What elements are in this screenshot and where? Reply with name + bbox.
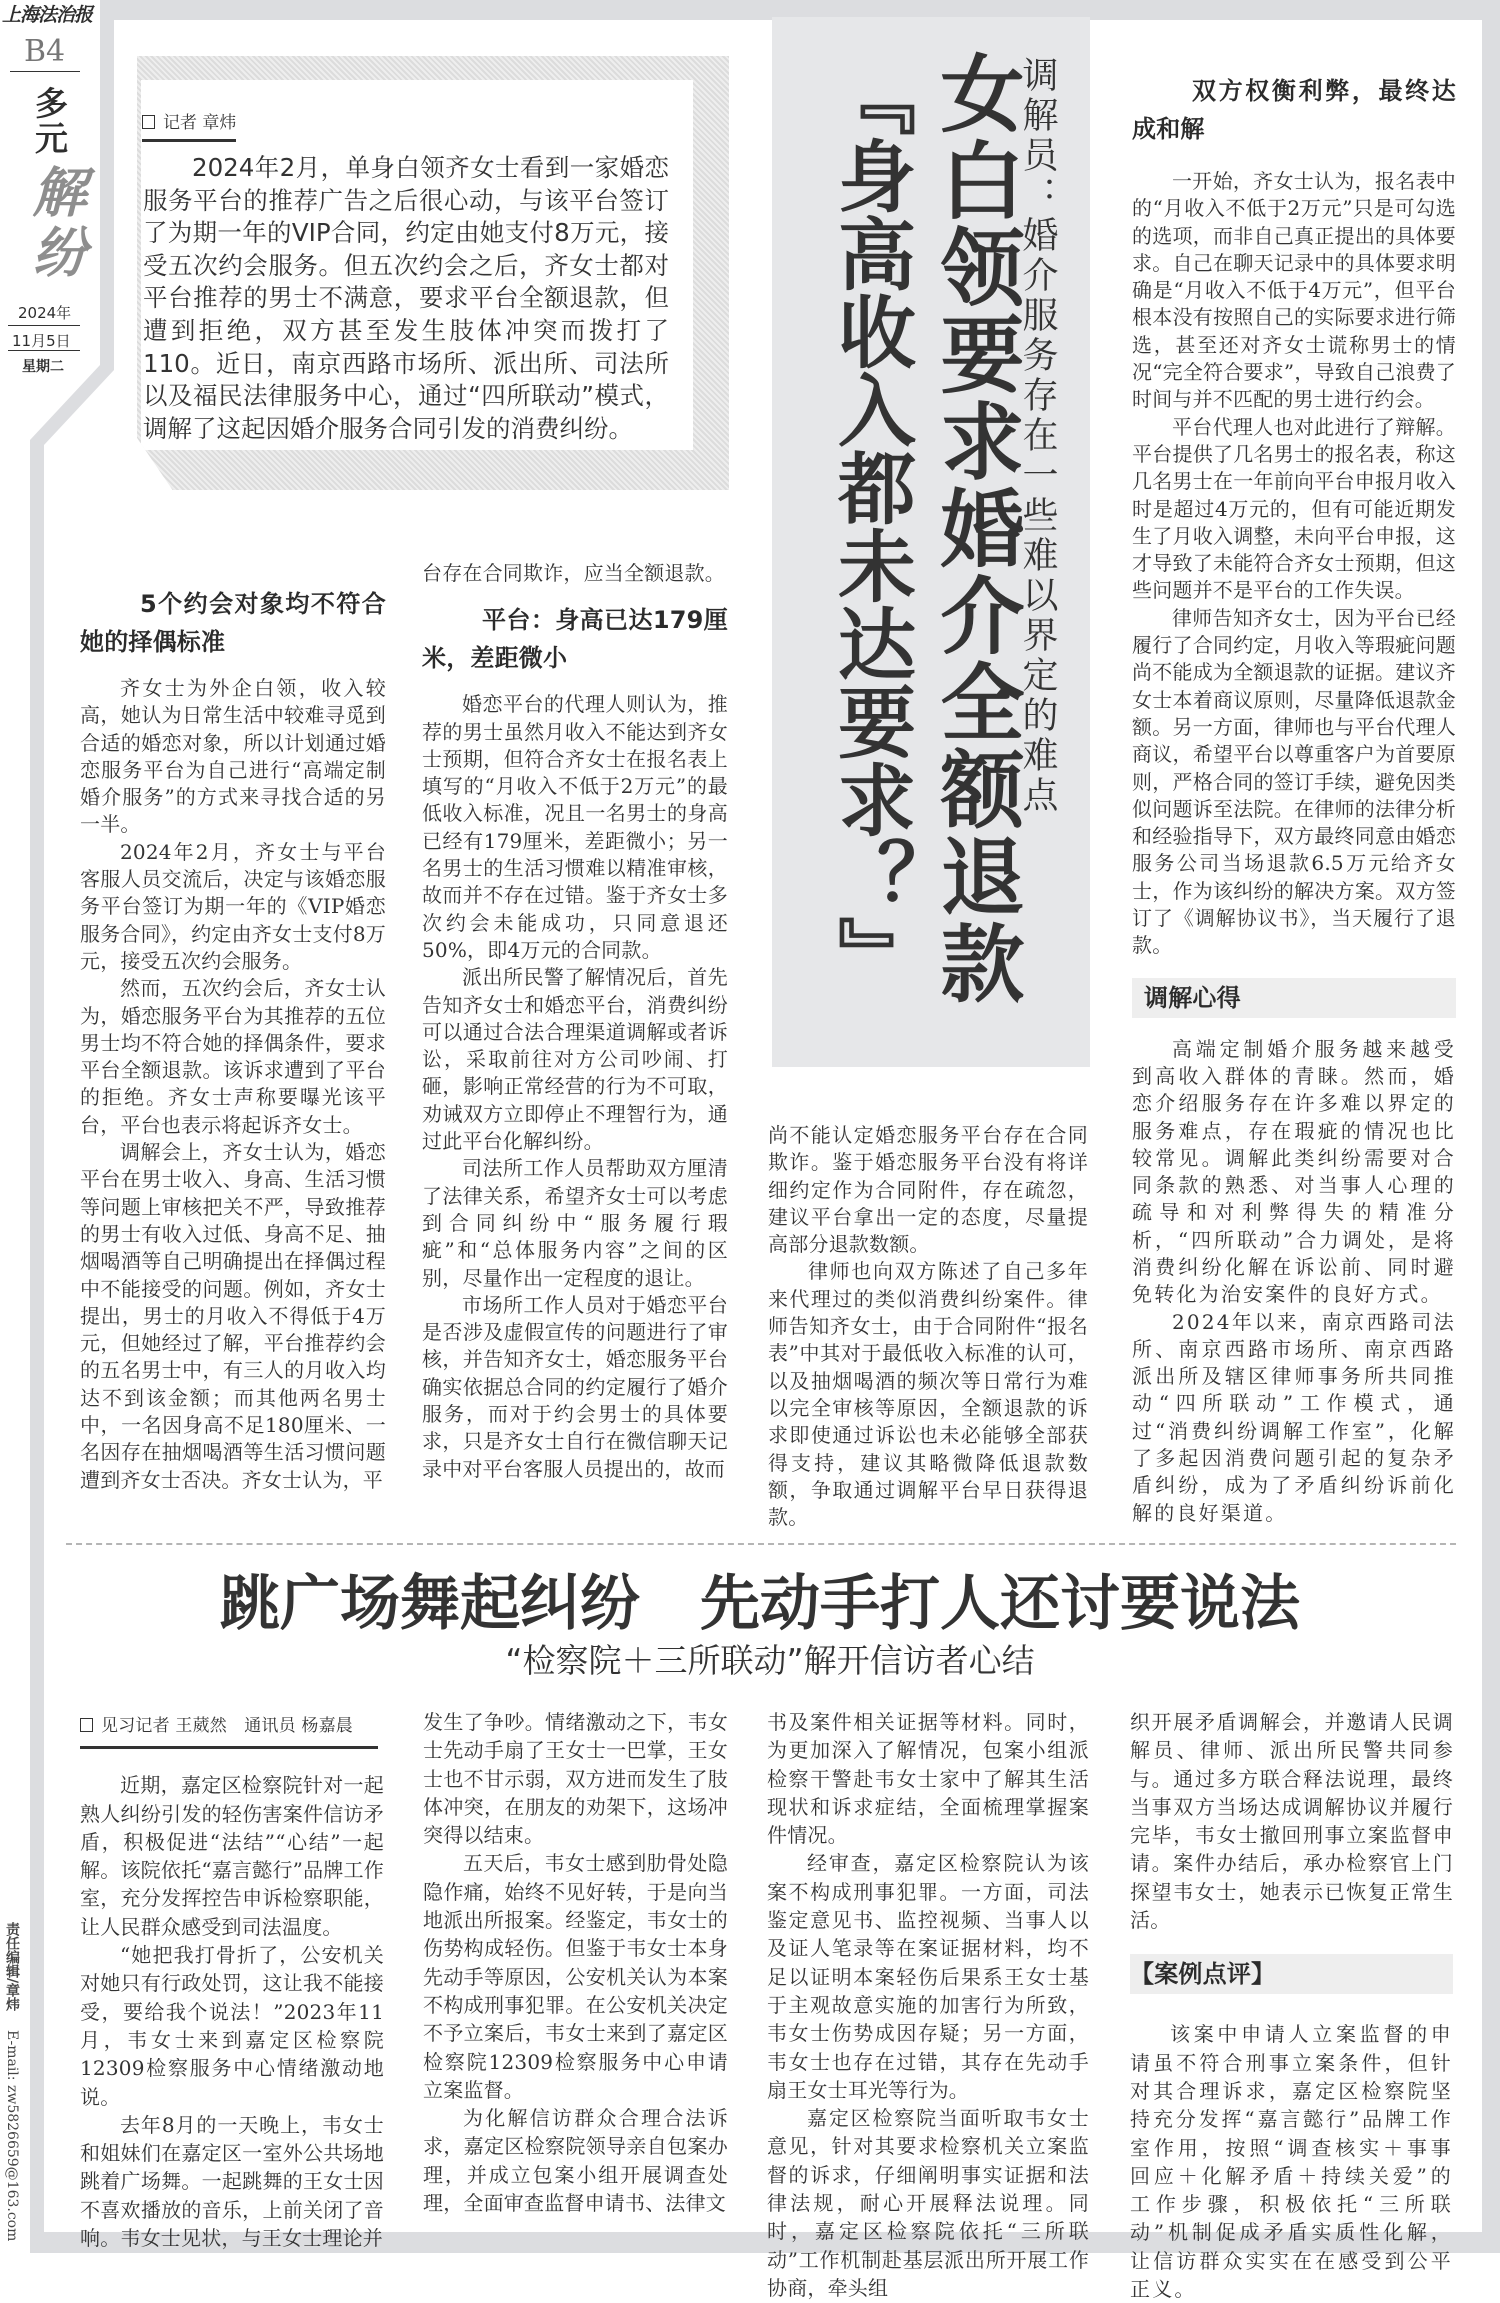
paragraph: 然而，五次约会后，齐女士认为，婚恋服务平台为其推荐的五位男士均不符合她的择偶条件，要求平台全额退款。该诉求遭到了平台的拒绝。齐女士声称要曝光该平台，平台也表示将起诉齐女士。: [80, 976, 386, 1137]
article2-column-1: [80, 1710, 384, 2252]
article2-subheadline: “检察院＋三所联动”解开信访者心结: [505, 1641, 1035, 1680]
editor-email: E-mail: zw5826659@163.com: [4, 2029, 20, 2241]
section-name-a: 多元: [30, 86, 69, 156]
article1-column-1: [80, 585, 386, 1494]
article1-byline: [142, 108, 236, 142]
paragraph: 书及案件相关证据等材料。同时，为更加深入了解情况，包案小组派检察干警赴韦女士家中了解其生活现状和诉求症结，全面梳理掌握案件情况。: [767, 1710, 1089, 1848]
paragraph: 该案中申请人立案监督的申请虽不符合刑事立案条件，但针对其合理诉求，嘉定区检察院坚持充分发挥“嘉言懿行”品牌工作室作用，按照“调查核实＋事事回应＋化解矛盾＋持续关爱”的工作步骤，积极依托“三所联动”机制促成矛盾实质性化解，让信访群众实实在在感受到公平正义。: [1130, 2022, 1453, 2302]
byline-text: 记者 章炜: [163, 113, 237, 133]
paragraph: 发生了争吵。情绪激动之下，韦女士先动手扇了王女士一巴掌，王女士也不甘示弱，双方进而发生了肢体冲突，在朋友的劝架下，这场冲突得以结束。: [423, 1710, 728, 1848]
frame-right: [1482, 0, 1500, 2253]
editor-credit: [2, 1922, 22, 2241]
paragraph: 市场所工作人员对于婚恋平台是否涉及虚假宣传的问题进行了审核，并告知齐女士，婚恋服务平台确实依据总合同的约定履行了婚介服务，而对于约会男士的具体要求，只是齐女士自行在微信聊天记录中对平台客服人员提出的，故而: [422, 1292, 728, 1481]
mediation-insights-body: [1132, 1036, 1456, 1527]
article1-headline: 女白领要求婚介全额退款: [927, 50, 1026, 1007]
article1-column-2: [422, 560, 728, 1483]
section-heading: 5个约会对象均不符合她的择偶标准: [80, 590, 386, 656]
article2-column-4: [1130, 1708, 1453, 2303]
editor-name: 责任编辑/章炜: [4, 1922, 20, 2012]
article1-column-4: [1132, 72, 1456, 1527]
divider: [10, 71, 80, 72]
byline-square-icon: [80, 1718, 93, 1732]
byline-text: 见习记者 王葳然 通讯员 杨嘉晨: [101, 1716, 354, 1736]
article1-lead: 2024年2月，单身白领齐女士看到一家婚恋服务平台的推荐广告之后很心动，与该平台签订了为期一年的VIP合同，约定由她支付8万元，接受五次约会服务。但五次约会之后，齐女士都对平台推荐的男士不满意，要求平台全额退款，但遭到拒绝，双方甚至发生肢体冲突而拨打了110。近日，南京西路市场所、派出所、司法所以及福民法律服务中心，通过“四所联动”模式，调解了这起因婚介服务合同引发的消费纠纷。: [143, 153, 669, 443]
paragraph: 台存在合同欺诈，应当全额退款。: [422, 561, 725, 585]
paragraph: 尚不能认定婚恋服务平台存在合同欺诈。鉴于婚恋服务平台没有将详细约定作为合同附件，存在疏忽，建议平台拿出一定的态度，尽量提高部分退款数额。: [768, 1123, 1088, 1257]
divider: [8, 350, 80, 351]
paragraph: 齐女士为外企白领，收入较高，她认为日常生活中较难寻觅到合适的婚恋对象，所以计划通过婚恋服务平台为自己进行“高端定制婚介服务”的方式来寻找合适的另一半。: [80, 676, 386, 837]
mediation-insights-heading: 调解心得: [1132, 978, 1456, 1018]
paragraph: 平台代理人也对此进行了辩解。平台提供了几名男士的报名表，称这几名男士在一年前向平台申报月收入时是超过4万元的，但有可能近期发生了月收入调整，未向平台申报，这才导致了未能符合齐女士预期，但这些问题并不是平台的工作失误。: [1132, 414, 1456, 603]
issue-weekday: 星期二: [22, 359, 64, 375]
article2-column-2: [423, 1708, 728, 2217]
paragraph: 五天后，韦女士感到肋骨处隐隐作痛，始终不见好转，于是向当地派出所报案。经鉴定，韦女士的伤势构成轻伤。但鉴于韦女士本身先动手等原因，公安机关认为本案不构成刑事犯罪。在公安机关决定不予立案后，韦女士来到了嘉定区检察院12309检察服务中心申请立案监督。: [423, 1851, 728, 2102]
paragraph: 近期，嘉定区检察院针对一起熟人纠纷引发的轻伤害案件信访矛盾，积极促进“法结”“心结”一起解。该院依托“嘉言懿行”品牌工作室，充分发挥控告申诉检察职能，让人民群众感受到司法温度。: [80, 1773, 384, 1939]
paragraph: 派出所民警了解情况后，首先告知齐女士和婚恋平台，消费纠纷可以通过合法合理渠道调解或者诉讼，采取前往对方公司吵闹、打砸，影响正常经营的行为不可取，劝诫双方立即停止不理智行为，通过此平台化解纠纷。: [422, 965, 728, 1154]
section-heading: 双方权衡利弊，最终达成和解: [1132, 77, 1456, 143]
issue-year: 2024年: [18, 304, 72, 322]
paragraph: 2024年2月，齐女士与平台客服人员交流后，决定与该婚恋服务平台签订为期一年的《VIP婚恋服务合同》，约定由齐女士支付8万元，接受五次约会服务。: [80, 839, 386, 973]
issue-date: 11月5日: [12, 332, 71, 350]
article-divider: [66, 1543, 1456, 1545]
newspaper-logo: 上海法治报: [2, 4, 93, 26]
section-name-b: 解纷: [24, 164, 88, 284]
paragraph: 一开始，齐女士认为，报名表中的“月收入不低于2万元”只是可勾选的选项，而非自己真正提出的具体要求。自己在聊天记录中的具体要求明确是“月收入不低于4万元”，但平台根本没有按照自己的实际要求进行筛选，甚至还对齐女士谎称男士的情况“完全符合要求”，导致自己浪费了时间与并不匹配的男士进行约会。: [1132, 169, 1456, 412]
article2-column-3: [767, 1708, 1089, 2302]
paragraph: 织开展矛盾调解会，并邀请人民调解员、律师、派出所民警共同参与。通过多方联合释法说理，最终当事双方当场达成调解协议并履行完毕，韦女士撤回刑事立案监督申请。案件办结后，承办检察官上门探望韦女士，她表示已恢复正常生活。: [1130, 1710, 1453, 1933]
paragraph: 嘉定区检察院当面听取韦女士意见，针对其要求检察机关立案监督的诉求，仔细阐明事实证据和法律法规，耐心开展释法说理。同时，嘉定区检察院依托“三所联动”工作机制赴基层派出所开展工作协商，牵头组: [767, 2106, 1089, 2300]
article1-column-3: [768, 1122, 1088, 1531]
paragraph: 调解会上，齐女士认为，婚恋平台在男士收入、身高、生活习惯等问题上审核把关不严，导致推荐的男士有收入过低、身高不足、抽烟喝酒等自己明确提出在择偶过程中不能接受的问题。例如，齐女士提出，男士的月收入不得低于4万元，但她经过了解，平台推荐约会的五名男士中，有三人的月收入均达不到该金额；而其他两名男士中，一名因身高不足180厘米、一名因存在抽烟喝酒等生活习惯问题遭到齐女士否决。齐女士认为，平: [80, 1140, 386, 1492]
byline-square-icon: [142, 115, 155, 129]
paragraph: 司法所工作人员帮助双方厘清了法律关系，希望齐女士可以考虑到合同纠纷中“服务履行瑕疵”和“总体服务内容”之间的区别，尽量作出一定程度的退让。: [422, 1156, 728, 1290]
paragraph: 婚恋平台的代理人则认为，推荐的男士虽然月收入不能达到齐女士预期，但符合齐女士在报名表上填写的“月收入不低于2万元”的最低收入标准，况且一名男士的身高已经有179厘米，差距微小；另一名男士的生活习惯难以精准审核，故而并不存在过错。鉴于齐女士多次约会未能成功，只同意退还50%，即4万元的合同款。: [422, 692, 728, 962]
section-heading: 平台：身高已达179厘米，差距微小: [422, 606, 728, 673]
paragraph: 律师也向双方陈述了自己多年来代理过的类似消费纠纷案件。律师告知齐女士，由于合同附件“报名表”中其对于最低收入标准的认可，以及抽烟喝酒的频次等日常行为难以完全审核等原因，全额退款的诉求即使通过诉讼也未必能够全部获得支持，建议其略微降低退款数额，争取通过调解平台早日获得退款。: [768, 1259, 1088, 1530]
paragraph: 2024年以来，南京西路司法所、南京西路市场所、南京西路派出所及辖区律师事务所共同推动“四所联动”工作模式，通过“消费纠纷调解工作室”，化解了多起因消费问题引起的复杂矛盾纠纷，成为了矛盾纠纷诉前化解的良好渠道。: [1132, 1309, 1456, 1525]
case-review-heading: 【案例点评】: [1130, 1954, 1453, 1994]
paragraph: 为化解信访群众合理合法诉求，嘉定区检察院领导亲自包案办理，并成立包案小组开展调查处理，全面审查监督申请书、法律文: [423, 2106, 728, 2216]
paragraph: 去年8月的一天晚上，韦女士和姐妹们在嘉定区一室外公共场地跳着广场舞。一起跳舞的王女士因不喜欢播放的音乐，上前关闭了音响。韦女士见状，与王女士理论并: [80, 2112, 384, 2251]
paragraph: 高端定制婚介服务越来越受到高收入群体的青睐。然而，婚恋介绍服务存在许多难以界定的服务难点，存在瑕疵的情况也比较常见。调解此类纠纷需要对合同条款的熟悉、对当事人心理的疏导和对利弊得失的精准分析，“四所联动”合力调处，是将消费纠纷化解在诉讼前、同时避免转化为治安案件的良好方式。: [1132, 1036, 1456, 1307]
paragraph: 经审查，嘉定区检察院认为该案不构成刑事犯罪。一方面，司法鉴定意见书、监控视频、当事人以及证人笔录等在案证据材料，均不足以证明本案轻伤后果系王女士基于主观故意实施的加害行为所致，韦女士伤势成因存疑；另一方面，韦女士也存在过错，其存在先动手扇王女士耳光等行为。: [767, 1851, 1089, 2102]
article1-headline-second: 『身高收入都未达要求？』: [825, 58, 916, 994]
article1-subheadline: 调解员：婚介服务存在一些难以界定的难点: [1017, 56, 1058, 816]
paragraph: “她把我打骨折了，公安机关对她只有行政处罚，这让我不能接受，要给我个说法！”2023年11月，韦女士来到嘉定区检察院12309检察服务中心情绪激动地说。: [80, 1943, 384, 2109]
article2-headline: 跳广场舞起纠纷 先动手打人还讨要说法: [220, 1569, 1300, 1639]
page-number: B4: [24, 34, 66, 69]
divider: [8, 325, 80, 326]
case-review-body: [1130, 2020, 1453, 2303]
paragraph: 律师告知齐女士，因为平台已经履行了合同约定，月收入等瑕疵问题尚不能成为全额退款的证据。建议齐女士本着商议原则，尽量降低退款金额。另一方面，律师也与平台代理人商议，希望平台以尊重客户为首要原则，严格合同的签订手续，避免因类似问题诉至法院。在律师的法律分析和经验指导下，双方最终同意由婚恋服务公司当场退款6.5万元给齐女士，作为该纠纷的解决方案。双方签订了《调解协议书》，当天履行了退款。: [1132, 605, 1456, 958]
